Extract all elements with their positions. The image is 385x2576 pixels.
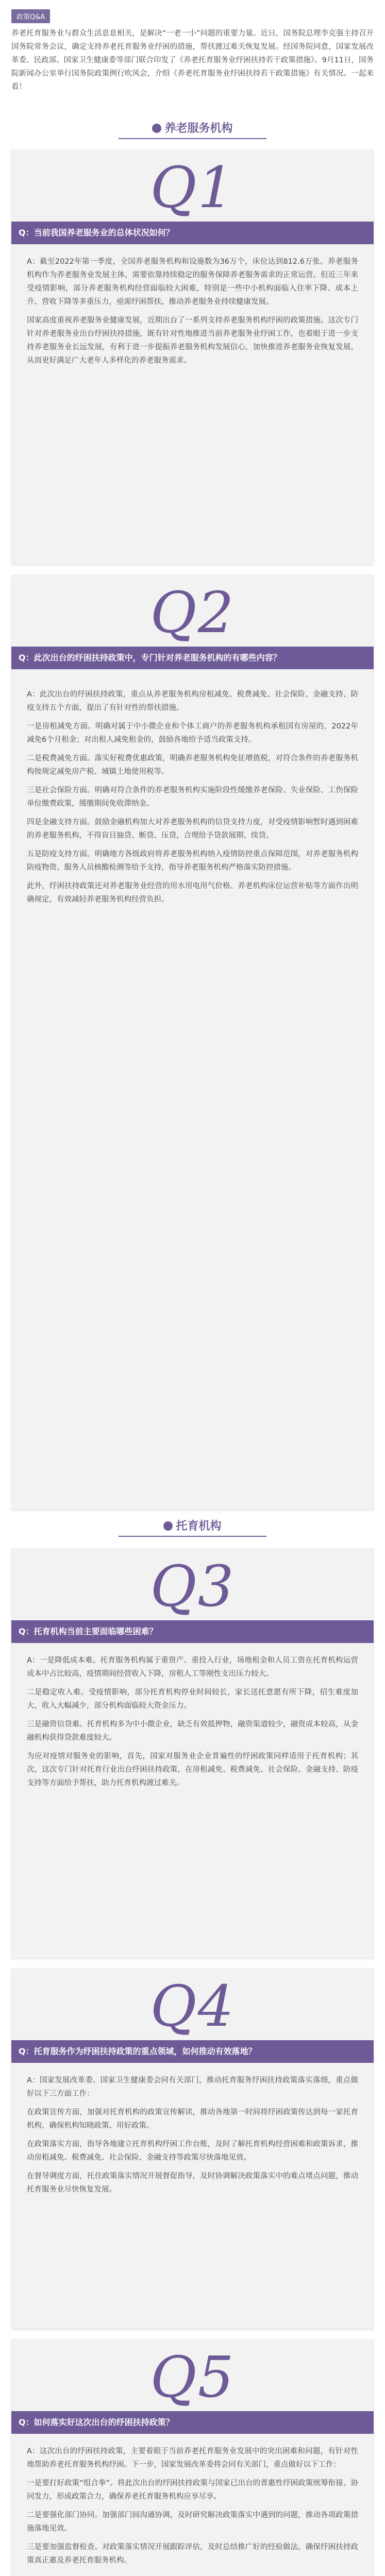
q4-answer-p3: 在政策落实方面，指导各地建立托育机构纾困工作台账，及时了解托育机构经营困难和政策诉求，推动房租减免、税费减免、社会保险、金融支持等政策尽快落地见效。 — [27, 2140, 358, 2162]
q4-number: Q4 — [150, 1973, 235, 2039]
q3-answer — [27, 1654, 358, 1795]
q2-answer-p3: 二是税费减免方面。落实好税费优惠政策，明确养老服务机构免征增值税，对符合条件的养老服务机构按规定减免房产税、城镇土地使用税等。 — [27, 754, 358, 776]
q2-question: Q：此次出台的纾困扶持政策中，专门针对养老服务机构的有哪些内容？ — [11, 647, 374, 669]
q3-number: Q3 — [150, 1553, 235, 1619]
qa-card-q2 — [11, 574, 374, 1510]
section-tag: 政策Q&A — [11, 9, 50, 23]
q1-question: Q：当前我国养老服务业的总体状况如何？ — [11, 222, 374, 244]
q1-answer-p1: A：截至2022年第一季度，全国养老服务机构和设施数为36万个，床位达到812.6万张。养老服务机构作为养老服务业发展主体，需要依靠持续稳定的服务保障养老服务需求的正常运营。但近三年来受疫情影响，部分养老服务机构经营面临较大困难，特别是一些中小机构面临入住率下降、成本上升、营收下降等多重压力，亟需纾困帮扶，推动养老服务业持续健康发展。 — [27, 258, 358, 306]
q3-answer-p3: 三是融资信贷难。托育机构多为中小微企业，缺乏有效抵押物，融资渠道较少，融资成本较高，从金融机构获得贷款难度较大。 — [27, 1720, 358, 1742]
qa-card-q4 — [11, 1968, 374, 2329]
q2-answer-p7: 此外，纾困扶持政策还对养老服务业经营的用水用电用气价格、养老机构床位运营补贴等方面作出明确规定，有效减轻养老服务机构经营负担。 — [27, 882, 358, 904]
q4-question: Q：托育服务作为纾困扶持政策的重点领域，如何推动有效落地？ — [11, 2040, 374, 2063]
qa-card-q3 — [11, 1548, 374, 1958]
q5-answer — [27, 2445, 358, 2572]
q1-answer — [27, 255, 358, 372]
q2-answer-p6: 五是防疫支持方面。明确地方各级政府将养老服务机构纳入疫情防控重点保障范围，对养老服务机构防疫物资、服务人员核酸检测等给予支持，指导养老服务机构严格落实防控措施。 — [27, 850, 358, 872]
intro-paragraph: 养老托育服务业与群众生活息息相关，是解决“一老一小”问题的重要力量。近日，国务院总理李克强主持召开国务院常务会议，确定支持养老托育服务业纾困的措施，帮扶渡过难关恢复发展。经国务院同意，国家发展改革委、民政部、国家卫生健康委等部门联合印发了《养老托育服务业纾困扶持若干政策措施》。9月11日，国务院新闻办公室举行国务院政策例行吹风会，介绍《养老托育服务业纾困扶持若干政策措施》有关情况。一起来看！ — [11, 29, 374, 91]
childcare-icon — [163, 1521, 173, 1531]
qa-card-q5 — [11, 2339, 374, 2576]
q2-answer-p2: 一是房租减免方面。明确对属于中小微企业和个体工商户的养老服务机构承租国有房屋的，2022年减免6个月租金；对出租人减免租金的，鼓励各地给予适当政策支持。 — [27, 722, 358, 744]
elderly-icon — [152, 124, 161, 133]
q3-answer-p1: A：一是降低成本难。托育服务机构属于重资产、重投入行业，场地租金和人员工资在托育机构运营成本中占比较高，疫情期间经营收入下降，房租人工等刚性支出压力较大。 — [27, 1656, 358, 1678]
q5-number: Q5 — [150, 2344, 235, 2410]
q2-answer-p4: 三是社会保险方面。明确对符合条件的养老服务机构实施阶段性缓缴养老保险、失业保险、工伤保险单位缴费政策，缓缴期间免收滞纳金。 — [27, 786, 358, 808]
q3-question: Q：托育机构当前主要面临哪些困难？ — [11, 1620, 374, 1643]
q1-number: Q1 — [150, 155, 235, 221]
q5-answer-p2: 一是要打好政策“组合拳”。将此次出台的纾困扶持政策与国家已出台的普惠性纾困政策统筹衔接、协同发力，形成政策合力，确保养老托育服务机构应享尽享。 — [27, 2479, 358, 2501]
q5-answer-p4: 三是要加强监督检查。对政策落实情况开展跟踪评估，及时总结推广好的经验做法，确保纾困扶持政策真正惠及养老托育服务机构。 — [27, 2543, 358, 2565]
q3-answer-p4: 为应对疫情对服务业的影响，首先，国家对服务业企业普遍性的纾困政策同样适用于托育机构；其次，这次专门针对托育行业出台纾困扶持政策，在房租减免、税费减免、社会保险、金融支持、防疫支持等方面给予帮扶，助力托育机构渡过难关。 — [27, 1752, 358, 1787]
section-divider — [119, 138, 266, 139]
section-title-childcare — [0, 1517, 385, 1533]
section-divider — [119, 1536, 266, 1537]
section-title-elderly-text: 养老服务机构 — [164, 122, 233, 135]
q4-answer-p2: 在政策宣传方面，加强对托育机构的政策宣传解读，推动各地第一时间将纾困政策传达到每一家托育机构，确保机构知晓政策、用好政策。 — [27, 2108, 358, 2130]
q5-answer-p3: 二是要强化部门协同。加强部门间沟通协调，及时研究解决政策落实中遇到的问题，推动各项政策措施落地见效。 — [27, 2511, 358, 2533]
q2-answer-p5: 四是金融支持方面。鼓励金融机构加大对养老服务机构的信贷支持力度，对受疫情影响暂时遇到困难的养老服务机构，不得盲目抽贷、断贷、压贷，合理给予贷款展期、续贷。 — [27, 818, 358, 840]
q2-answer-p1: A：此次出台的纾困扶持政策，重点从养老服务机构房租减免、税费减免、社会保险、金融支持、防疫支持五个方面，提出了有针对性的帮扶措施。 — [27, 690, 358, 712]
section-title-childcare-text: 托育机构 — [176, 1520, 222, 1533]
q3-answer-p2: 二是稳定收入难。受疫情影响，部分托育机构停业时间较长，家长送托意愿有所下降，招生难度加大，收入大幅减少，部分机构面临较大资金压力。 — [27, 1688, 358, 1710]
q4-answer-p4: 在督导调度方面，托住政策落实情况开展督促指导，及时协调解决政策落实中的难点堵点问题，推动托育服务业尽快恢复发展。 — [27, 2172, 358, 2194]
q2-number: Q2 — [150, 580, 235, 646]
q4-answer — [27, 2074, 358, 2201]
q5-answer-p1: A：这次出台的纾困扶持政策，主要着眼于当前养老托育服务业发展中的突出困难和问题，有针对性地帮助养老托育服务机构纾困。下一步，国家发展改革委将会同有关部门，重点做好以下工作： — [27, 2447, 358, 2469]
section-title-elderly — [0, 120, 385, 135]
qa-card-q1 — [11, 149, 374, 564]
q2-answer — [27, 688, 358, 911]
q1-answer-p2: 国家高度重视养老服务业健康发展，近期出台了一系列支持养老服务机构纾困的政策措施。这次专门针对养老服务业出台纾困扶持措施，既有针对性地推进当前养老服务业纾困工作，也着眼于进一步支持养老服务业长远发展，有利于进一步提振养老服务机构发展信心，加快推进养老服务业恢复发展，从而更好满足广大老年人多样化的养老服务需求。 — [27, 316, 358, 365]
q4-answer-p1: A：国家发展改革委、国家卫生健康委会同有关部门，推动托育服务纾困扶持政策落实落细，重点做好以下三方面工作： — [27, 2076, 358, 2098]
q5-question: Q：如何落实好这次出台的纾困扶持政策？ — [11, 2411, 374, 2434]
